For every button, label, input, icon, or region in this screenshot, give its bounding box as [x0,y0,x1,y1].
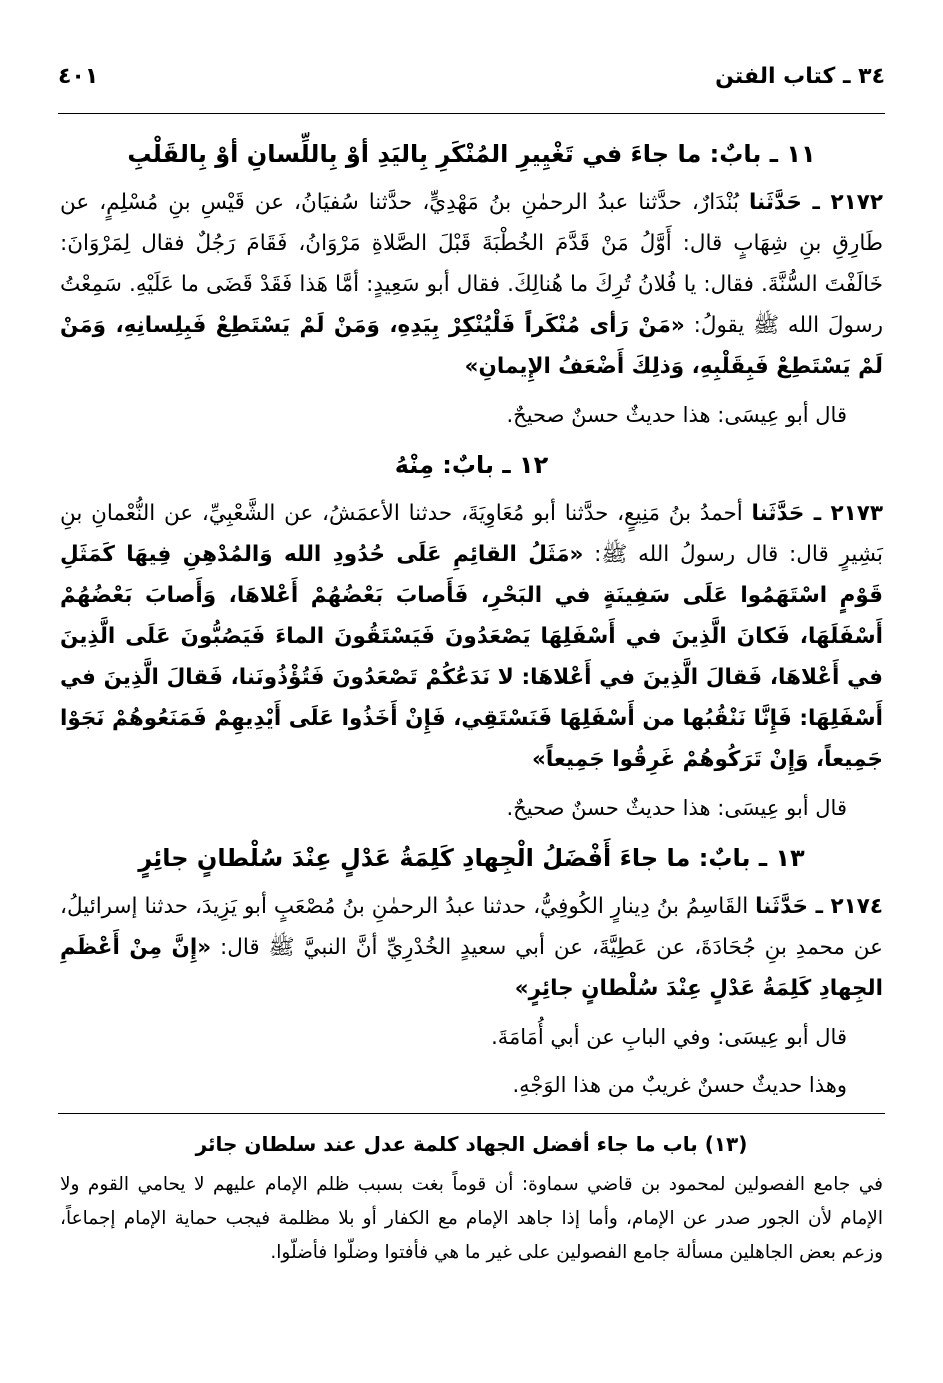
hadith-matn: «مَثَلُ القائِمِ عَلَى حُدُودِ الله وَالمُدْهِنِ فِيهَا كَمَثَلِ قَوْمٍ اسْتَهَمُوا عَلَى سَفِينَةٍ في البَحْرِ، فَأَصابَ بَعْضُهُمْ أَعْلاهَا، وَأَصابَ بَعْضُهُمْ أَسْفَلَهَا، فَكانَ الَّذِينَ في أَسْفَلِهَا يَصْعَدُونَ فَيَسْتَقُونَ الماءَ فَيَصُبُّونَ عَلَى الَّذِينَ في أَعْلاهَا، فَقالَ الَّذِينَ في أَعْلاهَا: لا نَدَعُكُمْ تَصْعَدُونَ فَتُؤْذُونَنا، فَقالَ الَّذِينَ في أَسْفَلِهَا: فَإِنَّا نَنْقُبُها من أَسْفَلِهَا فَنَسْتَقِي، فَإِنْ أَخَذُوا عَلَى أَيْدِيهِمْ فَمَنَعُوهُمْ نَجَوْا جَمِيعاً، وَإِنْ تَرَكُوهُمْ غَرِقُوا جَمِيعاً» [60,542,883,772]
footnote [60,1124,883,1270]
hadith-chain: بُنْدَارٌ، حدَّثنا عبدُ الرحمٰنِ بنُ مَهْدِيٍّ، حدَّثنا سُفيَانُ، عن قَيْسِ بنِ مُسْلِمٍ، عن طَارِقِ بنِ شِهَابٍ قال: أَوَّلُ مَنْ قَدَّمَ الخُطْبَةَ قَبْلَ الصَّلاةِ مَرْوَانُ، فَقَامَ رَجُلٌ فقال لِمَرْوَانَ: خَالَفْتَ السُّنَّةَ. فقال: يا فُلانُ تُرِكَ ما هُنالِكَ. فقال أبو سَعِيدٍ: أمَّا هَذا فَقَدْ قَضَى ما عَلَيْهِ. سَمِعْتُ رسولَ الله ﷺ يقولُ: [60,190,884,338]
page-header [58,60,885,100]
hadith-2172 [60,182,883,387]
grading-note: قال أبو عِيسَى: وفي البابِ عن أبي أُمَامَةَ. [491,1025,847,1049]
grading-note: قال أبو عِيسَى: هذا حديثٌ حسنٌ صحيحٌ. [506,403,847,427]
hadith-number: ٢١٧٢ ـ حَدَّثَنا [748,190,884,215]
footnote-title: (١٣) باب ما جاء أفضل الجهاد كلمة عدل عند سلطان جائر [195,1132,748,1156]
grading-note: وهذا حديثٌ حسنٌ غريبٌ من هذا الوَجْهِ. [512,1073,847,1097]
hadith-matn: «إِنَّ مِنْ أَعْظَمِ الجِهادِ كَلِمَةُ عَدْلٍ عِنْدَ سُلْطانٍ جائِرٍ» [60,935,883,1001]
chapter-title-13: ١٣ ـ بابٌ: ما جاءَ أَفْضَلُ الْجِهادِ كَلِمَةُ عَدْلٍ عِنْدَ سُلْطانٍ جائِرٍ [138,844,805,872]
hadith-number: ٢١٧٣ ـ حَدَّثَنا [751,501,883,526]
running-head: ٣٤ ـ كتاب الفتن [715,64,885,89]
main-text [60,132,883,1113]
hadith-matn: «مَنْ رَأى مُنْكَراً فَلْيُنْكِرْ بِيَدِهِ، وَمَنْ لَمْ يَسْتَطِعْ فَبِلِسانِهِ، وَمَنْ لَمْ يَسْتَطِعْ فَبِقَلْبِهِ، وَذلِكَ أَضْعَفُ الإِيمانِ» [60,313,883,379]
chapter-title-11: ١١ ـ بابٌ: ما جاءَ في تَغْيِيرِ المُنْكَرِ بِاليَدِ أوْ بِاللِّسانِ أوْ بِالقَلْبِ [127,140,816,168]
hadith-chain: القَاسِمُ بنُ دِينارٍ الكُوفِيُّ، حدثنا عبدُ الرحمٰنِ بنُ مُصْعَبٍ أبو يَزِيدَ، حدثنا إسرائيلُ، عن محمدِ بنِ جُحَادَةَ، عن عَطِيَّةَ، عن أبي سعيدٍ الخُدْرِيِّ أنَّ النبيَّ ﷺ قال: [60,894,883,960]
hadith-2173 [60,493,883,780]
hadith-2174 [60,886,883,1009]
hadith-chain: أحمدُ بنُ مَنِيعٍ، حدَّثنا أبو مُعَاوِيَةَ، حدثنا الأعمَشُ، عن الشَّعْبِيِّ، عن النُّعْمانِ بنِ بَشِيرٍ قال: قال رسولُ الله ﷺ: [60,501,883,567]
chapter-title-12: ١٢ ـ بابٌ: مِنْهُ [394,451,549,479]
hadith-number: ٢١٧٤ ـ حَدَّثَنا [755,894,884,919]
header-rule [58,113,885,114]
grading-note: قال أبو عِيسَى: هذا حديثٌ حسنٌ صحيحٌ. [506,796,847,820]
page-number: ٤٠١ [58,64,99,89]
footnote-text: في جامع الفصولين لمحمود بن قاضي سماوة: أن قوماً بغت بسبب ظلم الإمام عليهم لا يحامي القوم ولا الإمام لأن الجور صدر عن الإمام، وأما إذا جاهد الإمام مع الكفار أو بلا مظلمة فيجب حماية الإمام إجماعاً، وزعم بعض الجاهلين مسألة جامع الفصولين على غير ما هي فأفتوا وضلّوا فأضلّوا. [60,1174,883,1263]
footnote-rule [58,1113,885,1114]
